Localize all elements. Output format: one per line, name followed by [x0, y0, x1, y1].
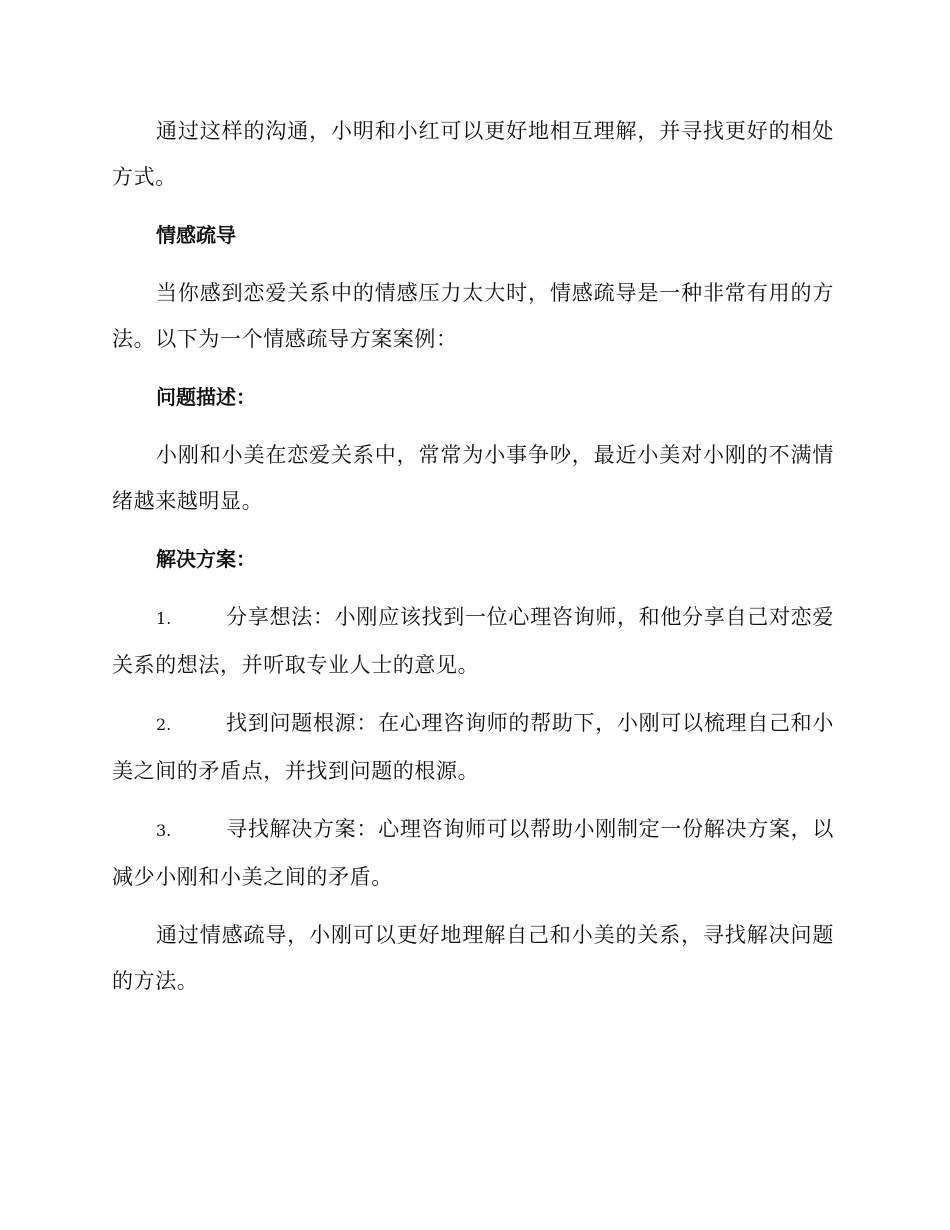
paragraph-conclusion: 通过情感疏导，小刚可以更好地理解自己和小美的关系，寻找解决问题的方法。: [112, 923, 834, 993]
paragraph-intro: 当你感到恋爱关系中的情感压力太大时，情感疏导是一种非常有用的方法。以下为一个情感疏导方案案例：: [112, 281, 834, 351]
heading-solution: 解决方案：: [156, 547, 256, 571]
heading-emotional-guidance: 情感疏导: [156, 223, 236, 247]
list-number: 3.: [156, 821, 172, 840]
list-item-text: 寻找解决方案：心理咨询师可以帮助小刚制定一份解决方案，以减少小刚和小美之间的矛盾。: [112, 817, 834, 889]
list-item: [112, 806, 834, 900]
list-number: 2.: [156, 715, 172, 734]
document-page: [112, 108, 834, 1016]
paragraph-problem: 小刚和小美在恋爱关系中，常常为小事争吵，最近小美对小刚的不满情绪越来越明显。: [112, 443, 834, 513]
paragraph-communication: 通过这样的沟通，小明和小红可以更好地相互理解，并寻找更好的相处方式。: [112, 119, 834, 189]
list-number: 1.: [156, 609, 172, 628]
list-item: [112, 700, 834, 794]
heading-problem-description: 问题描述：: [156, 385, 256, 409]
list-item-text: 分享想法：小刚应该找到一位心理咨询师，和他分享自己对恋爱关系的想法，并听取专业人士的意见。: [112, 605, 834, 677]
list-item: [112, 594, 834, 688]
list-item-text: 找到问题根源：在心理咨询师的帮助下，小刚可以梳理自己和小美之间的矛盾点，并找到问题的根源。: [112, 711, 834, 783]
